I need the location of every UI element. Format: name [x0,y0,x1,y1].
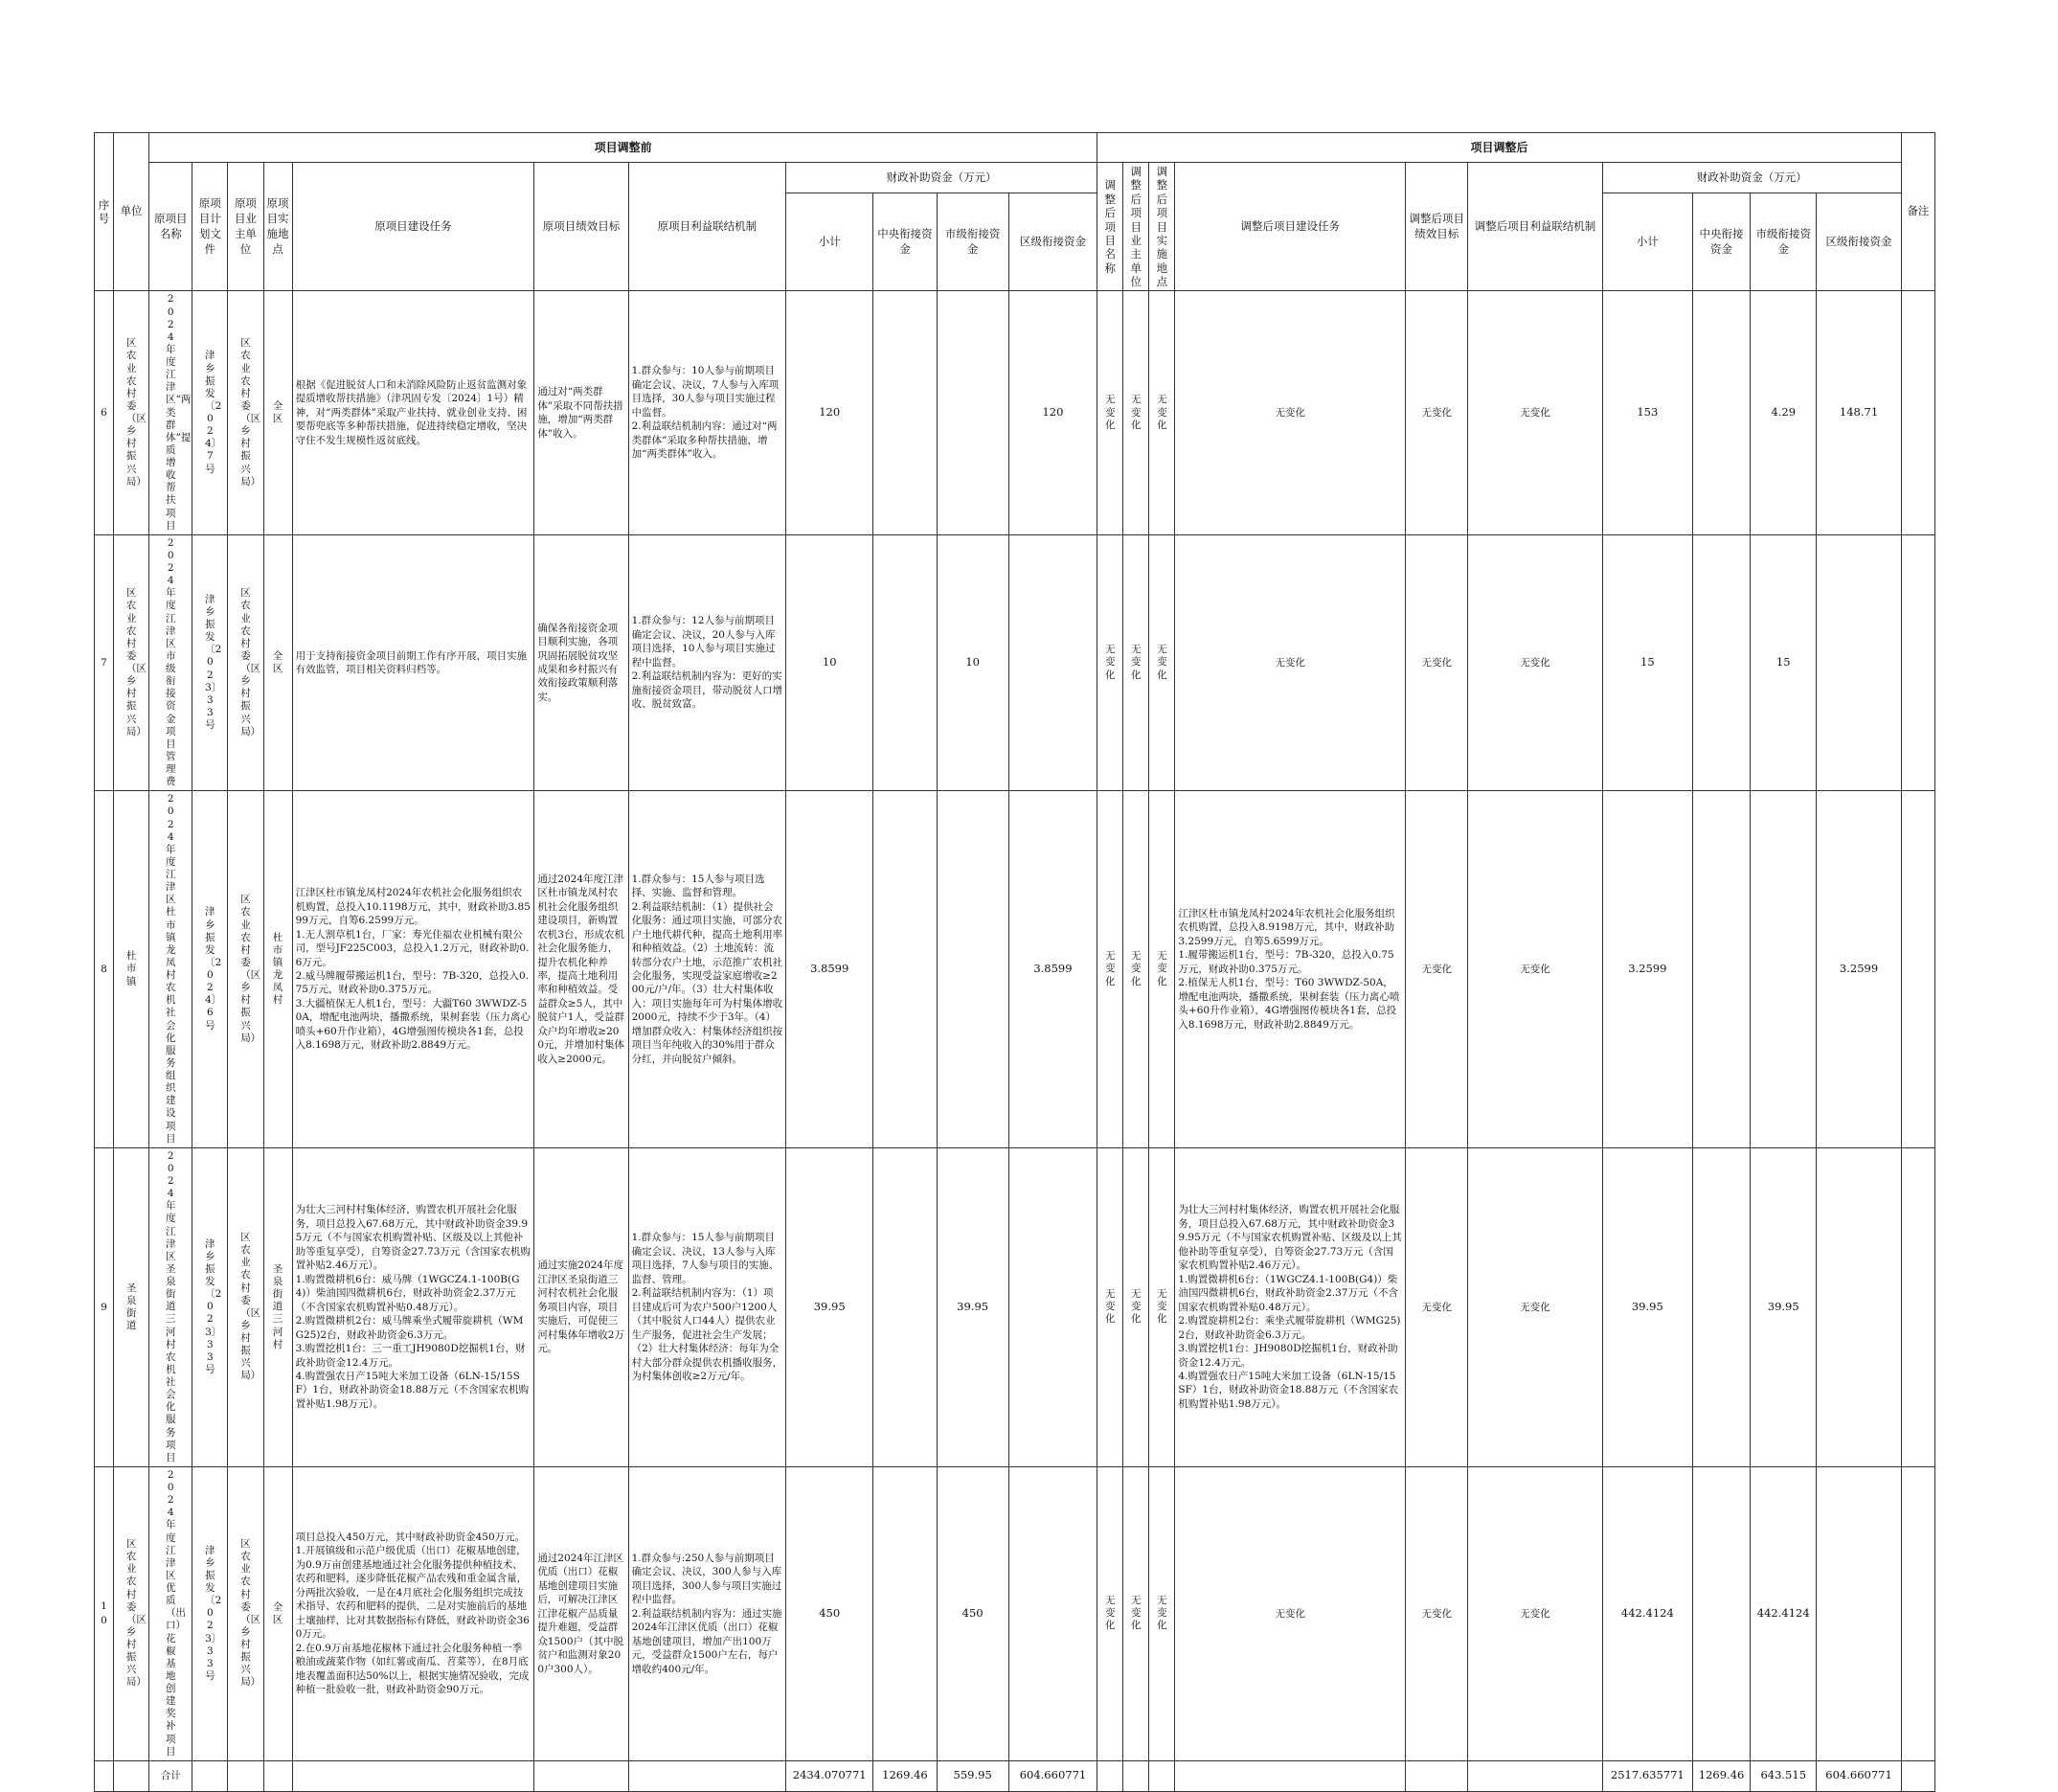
row-name-cell [149,1147,192,1466]
total-empty-cell [192,1760,228,1791]
row-adj-name-cell [1097,1466,1123,1760]
row-name-cell [149,791,192,1148]
row-benefit-cell: 1.群众参与：12人参与前期项目确定会议、决议，20人参与入库项目选择，10人参与项目实施过程中监督。 2.利益联结机制内容为：更好的实施衔接资金项目，带动脱贫人口增收、脱贫致富。 [628,534,785,791]
row-adj-task-cell: 无变化 [1175,534,1406,791]
row-unit-cell [114,534,149,791]
row-location-text: 全区 [272,649,283,674]
col-district-after-header: 区级衔接资金 [1817,193,1901,291]
row-district-before-cell [1008,1466,1097,1760]
row-name-text: 2024年度江津区市级衔接资金项目管理费 [165,536,176,788]
row-plan-doc-text: 津乡振发〔2023〕33号 [205,1544,222,1682]
row-goal-cell: 通过实施2024年度江津区圣泉街道三河村农机社会化服务项目内容，项目实施后，可促使三河村集体年增收2万元。 [534,1147,628,1466]
row-adj-owner-cell [1123,1466,1149,1760]
row-seq-cell: 7 [95,534,114,791]
row-city-before-cell [937,291,1008,534]
row-adj-goal-cell: 无变化 [1406,534,1468,791]
col-city-before-header: 市级衔接资金 [937,193,1008,291]
row-subtotal-before-cell: 450 [786,1466,873,1760]
row-adj-name-text: 无变化 [1104,644,1116,681]
total-empty-cell [628,1760,785,1791]
col-central-after-header: 中央衔接资金 [1692,193,1750,291]
row-district-before-cell: 3.8599 [1008,791,1097,1148]
row-name-cell [149,534,192,791]
row-goal-cell: 通过对“两类群体”采取不同帮扶措施，增加“两类群体”收入。 [534,291,628,534]
total-label: 合计 [149,1760,192,1791]
row-owner-cell [228,534,263,791]
total-remark-cell [1901,1760,1934,1791]
row-adj-task-cell: 无变化 [1175,291,1406,534]
row-owner-text: 区农业农村委（区乡村振兴局） [240,894,261,1044]
row-location-cell [263,291,292,534]
total-unit-cell [114,1760,149,1791]
row-adj-location-cell [1149,1466,1175,1760]
row-task-cell: 根据《促进脱贫人口和未消除风险防止返贫监测对象提质增收帮扶措施》（津巩固专发〔2024〕1号）精神，对“两类群体”采取产业扶持、就业创业支持、困要帮兜底等多种帮扶措施，促进持续稳定增收，坚决守住不发生规模性返贫底线。 [292,291,534,534]
table-body [95,291,1935,1760]
row-central-after-cell [1692,1147,1750,1466]
row-owner-cell [228,1147,263,1466]
row-central-after-cell [1692,291,1750,534]
row-city-before-cell: 10 [937,534,1008,791]
row-adj-location-cell [1149,791,1175,1148]
row-owner-cell [228,291,263,534]
row-adj-name-cell [1097,291,1123,534]
row-adj-owner-cell [1123,791,1149,1148]
row-adj-owner-text: 无变化 [1131,644,1142,681]
row-name-text: 2024年度江津区杜市镇龙凤村农机社会化服务组织建设项目 [165,793,176,1145]
row-adj-name-text: 无变化 [1104,394,1116,431]
row-plan-doc-cell [192,791,228,1148]
row-unit-text: 区农业农村委（区乡村振兴局） [125,587,147,737]
row-subtotal-after-cell: 15 [1602,534,1692,791]
col-orig-task-header: 原项目建设任务 [292,163,534,291]
row-name-cell [149,291,192,534]
row-district-after-cell: 3.2599 [1817,791,1901,1148]
row-remark-cell [1901,791,1934,1148]
row-name-text: 2024年度江津区“两类群体”提质增收帮扶项目 [165,293,192,532]
row-plan-doc-cell [192,291,228,534]
table-row [95,1466,1935,1760]
row-city-before-cell: 450 [937,1466,1008,1760]
row-adj-name-cell [1097,1147,1123,1466]
row-owner-text: 区农业农村委（区乡村振兴局） [240,337,261,488]
row-seq-cell: 8 [95,791,114,1148]
row-adj-owner-text: 无变化 [1131,950,1142,987]
row-benefit-cell: 1.群众参与:250人参与前期项目确定会议、决议，300人参与入库项目选择，300人参与项目实施过程中监督。 2.利益联结机制内容为：通过实施2024年江津区优质（出口）花椒基地创建项目，增加产出100万元，受益群众1500户左右，每户增收约400元/年。 [628,1466,785,1760]
total-central-before: 1269.46 [873,1760,937,1791]
row-adj-benefit-cell: 无变化 [1468,1147,1602,1466]
col-central-before-header: 中央衔接资金 [873,193,937,291]
row-owner-cell [228,791,263,1148]
row-adj-goal-cell: 无变化 [1406,791,1468,1148]
row-adj-owner-text: 无变化 [1131,394,1142,431]
table-row [95,534,1935,791]
row-remark-cell [1901,1466,1934,1760]
row-plan-doc-cell [192,534,228,791]
row-city-after-cell: 442.4124 [1751,1466,1817,1760]
row-seq-cell: 6 [95,291,114,534]
row-adj-location-text: 无变化 [1157,394,1167,431]
total-empty-cell [1123,1760,1149,1791]
after-adjustment-header: 项目调整后 [1097,133,1902,163]
total-central-after: 1269.46 [1692,1760,1750,1791]
row-city-after-cell: 4.29 [1751,291,1817,534]
row-central-before-cell [873,291,937,534]
row-goal-cell: 通过2024年度江津区杜市镇龙凤村农机社会化服务组织建设项目，新购置农机3台，形成农机社会化服务能力，提升农机化种养率，提高土地利用率和种植效益。受益群众≥5人，其中脱贫户1人，受益群众户均年增收≥200元，并增加村集体收入≥2000元。 [534,791,628,1148]
row-name-cell [149,1466,192,1760]
row-central-before-cell [873,534,937,791]
row-goal-cell: 确保各衔接资金项目顺利实施，各项巩固拓展脱贫攻坚成果和乡村振兴有效衔接政策顺利落实。 [534,534,628,791]
row-subtotal-after-cell: 153 [1602,291,1692,534]
row-adj-name-cell [1097,791,1123,1148]
row-unit-cell [114,291,149,534]
fund-after-group-header: 财政补助资金（万元） [1602,163,1901,193]
col-adj-task-header: 调整后项目建设任务 [1175,163,1406,291]
row-remark-cell [1901,1147,1934,1466]
total-subtotal-after: 2517.635771 [1602,1760,1692,1791]
row-district-after-cell [1817,1147,1901,1466]
row-benefit-cell: 1.群众参与：10人参与前期项目确定会议、决议，7人参与入库项目选择，30人参与项目实施过程中监督。 2.利益联结机制内容：通过对“两类群体”采取多种帮扶措施，增加“两类群体”收入。 [628,291,785,534]
row-district-before-cell: 120 [1008,291,1097,534]
project-adjustment-table [94,132,1935,1792]
row-plan-doc-text: 津乡振发〔2023〕33号 [205,593,222,732]
row-city-after-cell: 39.95 [1751,1147,1817,1466]
row-adj-owner-text: 无变化 [1131,1288,1142,1326]
row-adj-benefit-cell: 无变化 [1468,291,1602,534]
row-unit-cell [114,791,149,1148]
row-owner-text: 区农业农村委（区乡村振兴局） [240,587,261,737]
row-benefit-cell: 1.群众参与：15人参与前期项目确定会议、决议，13人参与入库项目选择，7人参与项目的实施、监督、管理。 2.利益联结机制内容为：（1）项目建成后可为农户500户1200人（其中脱贫人口44人）提供农业生产服务，促进社会生产发展；（2）壮大村集体经济：每年为全村大部分群众提供农机播收服务，为村集体创收≥2万元/年。 [628,1147,785,1466]
row-name-text: 2024年度江津区圣泉街道三河村农机社会化服务项目 [165,1149,176,1463]
row-remark-cell [1901,534,1934,791]
row-adj-location-text: 无变化 [1157,644,1167,681]
before-adjustment-header: 项目调整前 [149,133,1097,163]
row-subtotal-before-cell: 10 [786,534,873,791]
row-location-text: 圣泉街道三河村 [272,1262,283,1350]
row-subtotal-before-cell: 120 [786,291,873,534]
total-empty-cell [263,1760,292,1791]
row-adj-task-cell: 江津区杜市镇龙凤村2024年农机社会化服务组织农机购置，总投入8.9198万元，其中，财政补助3.2599万元，自筹5.6599万元。 1.履带搬运机1台，型号：7B-320，总投入0.75万元，财政补助0.375万元。 2.植保无人机1台，型号：T60 3WWDZ-50A，增配电池两块，播撒系统，果树套装（压力离心喷头+60升作业箱），4G增强图传模块各1套，总投入8.1698万元，财政补助2.8849万元。 [1175,791,1406,1148]
row-central-before-cell [873,1466,937,1760]
row-district-before-cell [1008,1147,1097,1466]
row-adj-owner-text: 无变化 [1131,1595,1142,1632]
row-name-text: 2024年度江津区优质（出口）花椒基地创建奖补项目 [165,1468,186,1758]
total-empty-cell [1468,1760,1602,1791]
row-central-before-cell [873,1147,937,1466]
total-seq-cell [95,1760,114,1791]
col-unit-header: 单位 [114,133,149,291]
table-row [95,1147,1935,1466]
row-seq-cell: 9 [95,1147,114,1466]
col-orig-plan-doc-header: 原项目计划文件 [192,163,228,291]
row-unit-text: 圣泉街道 [125,1282,137,1331]
row-location-text: 全区 [272,399,283,425]
row-owner-text: 区农业农村委（区乡村振兴局） [240,1538,261,1689]
total-empty-cell [228,1760,263,1791]
row-adj-location-cell [1149,1147,1175,1466]
col-adj-location-header: 调整后项目实施地点 [1149,163,1175,291]
col-remark-header: 备注 [1901,133,1934,291]
row-unit-text: 区农业农村委（区乡村振兴局） [125,1538,147,1689]
col-adj-name-header: 调整后项目名称 [1097,163,1123,291]
col-adj-benefit-header: 调整后项目利益联结机制 [1468,163,1602,291]
col-orig-benefit-header: 原项目利益联结机制 [628,163,785,291]
col-orig-owner-header: 原项目业主单位 [228,163,263,291]
total-empty-cell [1175,1760,1406,1791]
row-city-after-cell: 15 [1751,534,1817,791]
row-plan-doc-cell [192,1466,228,1760]
total-row [95,1760,1935,1791]
row-seq-cell: 10 [95,1466,114,1760]
row-central-after-cell [1692,534,1750,791]
total-district-before: 604.660771 [1008,1760,1097,1791]
row-adj-name-text: 无变化 [1104,1595,1116,1632]
total-city-after: 643.515 [1751,1760,1817,1791]
col-subtotal-after-header: 小计 [1602,193,1692,291]
row-adj-task-cell: 为壮大三河村村集体经济，购置农机开展社会化服务，项目总投入67.68万元，其中财政补助资金39.95万元（不与国家农机购置补贴、区级及以上其他补助等重复享受），自筹资金27.73万元（含国家农机购置补贴2.46万元）。 1.购置微耕机6台：（1WGCZ4.1-100B(G4)）柴油国四微耕机6台，财政补助资金2.37万元（不含国家农机购置补贴0.48万元）。 2.购置旋耕机2台：乘坐式履带旋耕机（WMG25)2台，财政补助资金6.3万元。 3.购置挖机1台：JH9080D挖掘机1台，财政补助资金12.4万元。 4.购置强农日产15吨大米加工设备（6LN-15/15SF）1台，财政补助资金18.88万元（不含国家农机购置补贴1.98万元）。 [1175,1147,1406,1466]
row-subtotal-before-cell: 39.95 [786,1147,873,1466]
row-location-text: 杜市镇龙凤村 [272,931,283,1007]
table-row [95,291,1935,534]
row-subtotal-after-cell: 39.95 [1602,1147,1692,1466]
row-benefit-cell: 1.群众参与：15人参与项目选择、实施、监督和管理。 2.利益联结机制：（1）提供社会化服务：通过项目实施，可部分农户土地代耕代种，提高土地利用率和种植效益。（2）土地流转：流转部分农户土地，示范推广农机社会化服务，实现受益家庭增收≥200元/户/年。（3）壮大村集体收入：项目实施每年可为村集体增收2000元，持续不少于3年。（4）增加群众收入：村集体经济组织按项目当年纯收入的30%用于群众分红，并向脱贫户倾斜。 [628,791,785,1148]
row-adj-goal-cell: 无变化 [1406,1147,1468,1466]
col-orig-name-header: 原项目名称 [149,163,192,291]
row-location-text: 全区 [272,1600,283,1625]
row-adj-benefit-cell: 无变化 [1468,791,1602,1148]
total-empty-cell [292,1760,534,1791]
col-district-before-header: 区级衔接资金 [1008,193,1097,291]
row-owner-cell [228,1466,263,1760]
row-district-after-cell: 148.71 [1817,291,1901,534]
table-row [95,791,1935,1148]
total-empty-cell [1406,1760,1468,1791]
fund-before-group-header: 财政补助资金（万元） [786,163,1097,193]
row-unit-cell [114,1147,149,1466]
total-empty-cell [534,1760,628,1791]
row-goal-cell: 通过2024年江津区优质（出口）花椒基地创建项目实施后，可解决江津区江津花椒产品质量提升难题，受益群众1500户（其中脱贫户和监测对象200户300人）。 [534,1466,628,1760]
row-task-cell: 项目总投入450万元，其中财政补助资金450万元。 1.开展镇级和示范户级优质（出口）花椒基地创建，为0.9万亩创建基地通过社会化服务提供种植技术、农药和肥料，逐步降低花椒产品农残和重金属含量，分两批次验收，一是在4月底社会化服务组织完成技术指导、农药和肥料的提供，二是对实施前后的基地土壤抽样，比对其数据指标有降低，财政补助资金360万元。 2.在0.9万亩基地花椒林下通过社会化服务种植一季粮油或蔬菜作物（如红薯或南瓜、苕菜等），在8月底地表覆盖面积达50%以上，根据实施情况验收，完成种植一批验收一批，财政补助资金90万元。 [292,1466,534,1760]
col-city-after-header: 市级衔接资金 [1751,193,1817,291]
row-adj-name-text: 无变化 [1104,1288,1116,1326]
row-adj-name-text: 无变化 [1104,950,1116,987]
row-central-before-cell [873,791,937,1148]
row-adj-owner-cell [1123,1147,1149,1466]
row-location-cell [263,1147,292,1466]
total-district-after: 604.660771 [1817,1760,1901,1791]
row-adj-goal-cell: 无变化 [1406,291,1468,534]
row-owner-text: 区农业农村委（区乡村振兴局） [240,1232,261,1382]
row-unit-text: 杜市镇 [125,950,137,987]
row-plan-doc-cell [192,1147,228,1466]
row-city-before-cell [937,791,1008,1148]
col-orig-location-header: 原项目实施地点 [263,163,292,291]
row-adj-owner-cell [1123,291,1149,534]
col-adj-owner-header: 调整后项目业主单位 [1123,163,1149,291]
row-location-cell [263,1466,292,1760]
row-adj-task-cell: 无变化 [1175,1466,1406,1760]
row-unit-cell [114,1466,149,1760]
adjustment-table-sheet [94,132,1935,1792]
row-subtotal-after-cell: 3.2599 [1602,791,1692,1148]
row-district-after-cell [1817,1466,1901,1760]
row-location-cell [263,534,292,791]
col-orig-goal-header: 原项目绩效目标 [534,163,628,291]
row-adj-name-cell [1097,534,1123,791]
row-unit-text: 区农业农村委（区乡村振兴局） [125,337,147,488]
row-remark-cell [1901,291,1934,534]
row-adj-benefit-cell: 无变化 [1468,1466,1602,1760]
row-adj-location-text: 无变化 [1157,950,1167,987]
row-plan-doc-text: 津乡振发〔2024〕6号 [205,906,222,1032]
row-central-after-cell [1692,791,1750,1148]
total-subtotal-before: 2434.070771 [786,1760,873,1791]
row-adj-location-text: 无变化 [1157,1288,1167,1326]
row-adj-location-cell [1149,291,1175,534]
row-adj-location-cell [1149,534,1175,791]
col-adj-goal-header: 调整后项目绩效目标 [1406,163,1468,291]
col-subtotal-before-header: 小计 [786,193,873,291]
total-city-before: 559.95 [937,1760,1008,1791]
row-adj-benefit-cell: 无变化 [1468,534,1602,791]
row-city-before-cell: 39.95 [937,1147,1008,1466]
total-empty-cell [1097,1760,1123,1791]
row-plan-doc-text: 津乡振发〔2023〕33号 [205,1237,222,1375]
row-adj-goal-cell: 无变化 [1406,1466,1468,1760]
row-subtotal-after-cell: 442.4124 [1602,1466,1692,1760]
col-seq-header: 序号 [95,133,114,291]
total-empty-cell [1149,1760,1175,1791]
row-task-cell: 为壮大三河村村集体经济，购置农机开展社会化服务，项目总投入67.68万元，其中财政补助资金39.95万元（不与国家农机购置补贴、区级及以上其他补助等重复享受），自筹资金27.73万元（含国家农机购置补贴2.46万元）。 1.购置微耕机6台：威马牌（1WGCZ4.1-100B(G4)）柴油国四微耕机6台，财政补助资金2.37万元（不含国家农机购置补贴0.48万元）。 2.购置微耕机2台：威马牌乘坐式履带旋耕机（WMG25)2台，财政补助资金6.3万元。 3.购置挖机1台：三一重工JH9080D挖掘机1台，财政补助资金12.4万元。 4.购置强农日产15吨大米加工设备（6LN-15/15SF）1台，财政补助资金18.88万元（不含国家农机购置补贴1.98万元）。 [292,1147,534,1466]
row-district-before-cell [1008,534,1097,791]
row-adj-location-text: 无变化 [1157,1595,1167,1632]
row-subtotal-before-cell: 3.8599 [786,791,873,1148]
row-adj-owner-cell [1123,534,1149,791]
row-location-cell [263,791,292,1148]
row-city-after-cell [1751,791,1817,1148]
row-central-after-cell [1692,1466,1750,1760]
row-task-cell: 用于支持衔接资金项目前期工作有序开展，项目实施有效监管，项目相关资料归档等。 [292,534,534,791]
row-task-cell: 江津区杜市镇龙凤村2024年农机社会化服务组织农机购置，总投入10.1198万元，其中，财政补助3.8599万元，自筹6.2599万元。 1.无人割草机1台，厂家：寿光佳福农业机械有限公司，型号JF225C003，总投入1.2万元，财政补助0.6万元。 2.威马牌履带搬运机1台，型号：7B-320，总投入0.75万元，财政补助0.375万元。 3.大疆植保无人机1台，型号：大疆T60 3WWDZ-50A，增配电池两块，播撒系统，果树套装（压力离心喷头+60升作业箱），4G增强图传模块各1套，总投入8.1698万元，财政补助2.8849万元。 [292,791,534,1148]
row-plan-doc-text: 津乡振发〔2024〕7号 [205,350,222,475]
row-district-after-cell [1817,534,1901,791]
